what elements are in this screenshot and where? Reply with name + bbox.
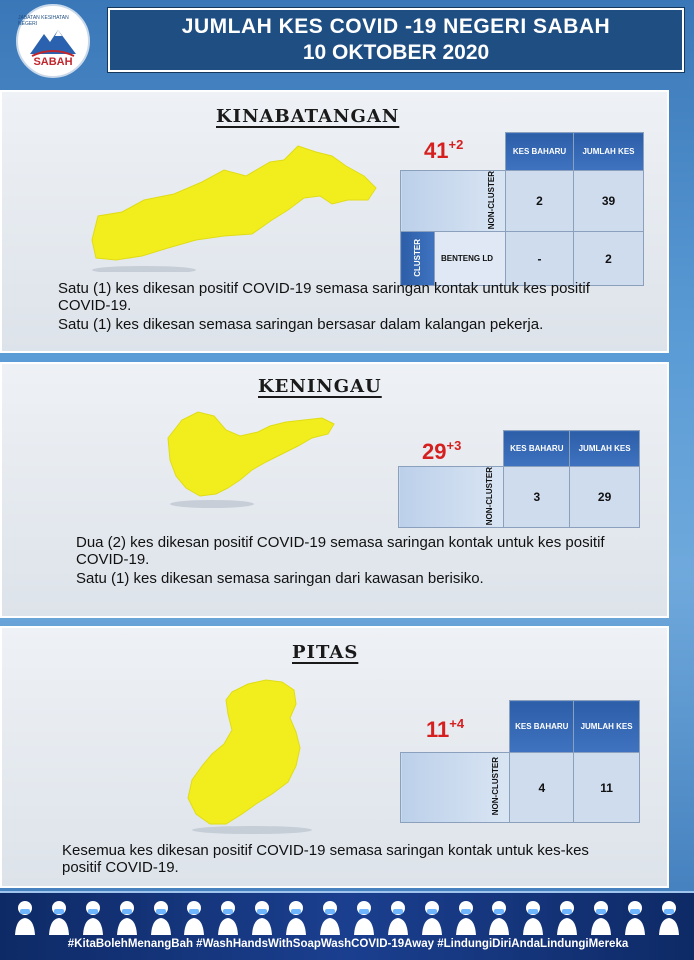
row-label-non-cluster: NON-CLUSTER bbox=[401, 753, 510, 823]
page-title: JUMLAH KES COVID -19 NEGERI SABAH bbox=[181, 15, 611, 38]
cell-new-cases: 4 bbox=[510, 753, 574, 823]
col-total-cases: JUMLAH KES bbox=[574, 701, 640, 753]
row-label-non-cluster: NON-CLUSTER bbox=[401, 171, 506, 232]
district-title: KENINGAU bbox=[258, 376, 382, 397]
row-label-cluster: CLUSTER bbox=[401, 232, 435, 286]
person-silhouette-icon bbox=[48, 899, 70, 935]
district-panel-pitas bbox=[0, 626, 669, 888]
page-title-banner bbox=[108, 8, 684, 72]
cell-total-cases: 11 bbox=[574, 753, 640, 823]
person-silhouette-icon bbox=[488, 899, 510, 935]
person-silhouette-icon bbox=[556, 899, 578, 935]
description-line: Satu (1) kes dikesan positif COVID-19 semasa saringan kontak untuk kes positif COVID-19. bbox=[58, 280, 590, 314]
person-silhouette-icon bbox=[285, 899, 307, 935]
sabah-logo bbox=[16, 4, 90, 78]
description-line: Dua (2) kes dikesan positif COVID-19 semasa saringan kontak untuk kes positif COVID-19. bbox=[76, 534, 605, 568]
description-line: Kesemua kes dikesan positif COVID-19 semasa saringan kontak untuk kes-kes positif COVID-19. bbox=[62, 842, 589, 876]
district-title: PITAS bbox=[292, 642, 359, 663]
cell-total-cases: 2 bbox=[574, 232, 644, 286]
person-silhouette-icon bbox=[455, 899, 477, 935]
cell-new-cases: - bbox=[506, 232, 574, 286]
district-title: KINABATANGAN bbox=[216, 106, 400, 127]
person-silhouette-icon bbox=[116, 899, 138, 935]
district-description bbox=[58, 280, 618, 335]
cell-total-cases: 29 bbox=[570, 467, 640, 528]
col-total-cases: JUMLAH KES bbox=[574, 133, 644, 171]
person-silhouette-icon bbox=[387, 899, 409, 935]
col-new-cases: KES BAHARU bbox=[510, 701, 574, 753]
description-line: Satu (1) kes dikesan semasa saringan bersasar dalam kalangan pekerja. bbox=[58, 316, 544, 333]
col-new-cases: KES BAHARU bbox=[506, 133, 574, 171]
person-silhouette-icon bbox=[251, 899, 273, 935]
person-silhouette-icon bbox=[624, 899, 646, 935]
cell-new-cases: 3 bbox=[504, 467, 570, 528]
person-silhouette-icon bbox=[353, 899, 375, 935]
kinabatangan-map bbox=[84, 142, 380, 272]
cluster-name: BENTENG LD bbox=[435, 232, 506, 286]
footer-banner bbox=[0, 891, 694, 960]
keningau-map bbox=[158, 408, 338, 508]
total-cases: $41^{+2}$ bbox=[424, 137, 464, 163]
description-line: Satu (1) kes dikesan semasa saringan dari kawasan berisiko. bbox=[76, 570, 484, 587]
pitas-map bbox=[172, 674, 332, 834]
row-label-non-cluster: NON-CLUSTER bbox=[399, 467, 504, 528]
cell-total-cases: 39 bbox=[574, 171, 644, 232]
district-panel-keningau bbox=[0, 362, 669, 618]
cell-new-cases: 2 bbox=[506, 171, 574, 232]
total-cases: $11^{+4}$ bbox=[426, 716, 465, 742]
page-date: 10 OKTOBER 2020 bbox=[302, 41, 490, 64]
person-silhouette-icon bbox=[150, 899, 172, 935]
col-total-cases: JUMLAH KES bbox=[570, 431, 640, 467]
logo-caption: JABATAN KESIHATAN NEGERI bbox=[18, 14, 69, 27]
person-silhouette-icon bbox=[421, 899, 443, 935]
footer-hashtags: #KitaBolehMenangBah #WashHandsWithSoapWashCOVID-19Away #LindungiDiriAndaLindungiMereka bbox=[67, 938, 629, 950]
person-silhouette-icon bbox=[522, 899, 544, 935]
district-description bbox=[62, 842, 622, 878]
total-cases: $29^{+3}$ bbox=[422, 438, 462, 464]
frontliner-figures bbox=[14, 899, 680, 935]
cases-table bbox=[398, 430, 640, 528]
col-new-cases: KES BAHARU bbox=[504, 431, 570, 467]
person-silhouette-icon bbox=[217, 899, 239, 935]
district-description bbox=[76, 534, 636, 589]
logo-text: SABAH bbox=[33, 55, 73, 68]
person-silhouette-icon bbox=[319, 899, 341, 935]
cases-table bbox=[400, 700, 640, 823]
mountain-logo-icon bbox=[28, 28, 78, 58]
person-silhouette-icon bbox=[82, 899, 104, 935]
person-silhouette-icon bbox=[658, 899, 680, 935]
cases-table bbox=[400, 132, 644, 286]
person-silhouette-icon bbox=[183, 899, 205, 935]
person-silhouette-icon bbox=[14, 899, 36, 935]
person-silhouette-icon bbox=[590, 899, 612, 935]
district-panel-kinabatangan bbox=[0, 90, 669, 353]
